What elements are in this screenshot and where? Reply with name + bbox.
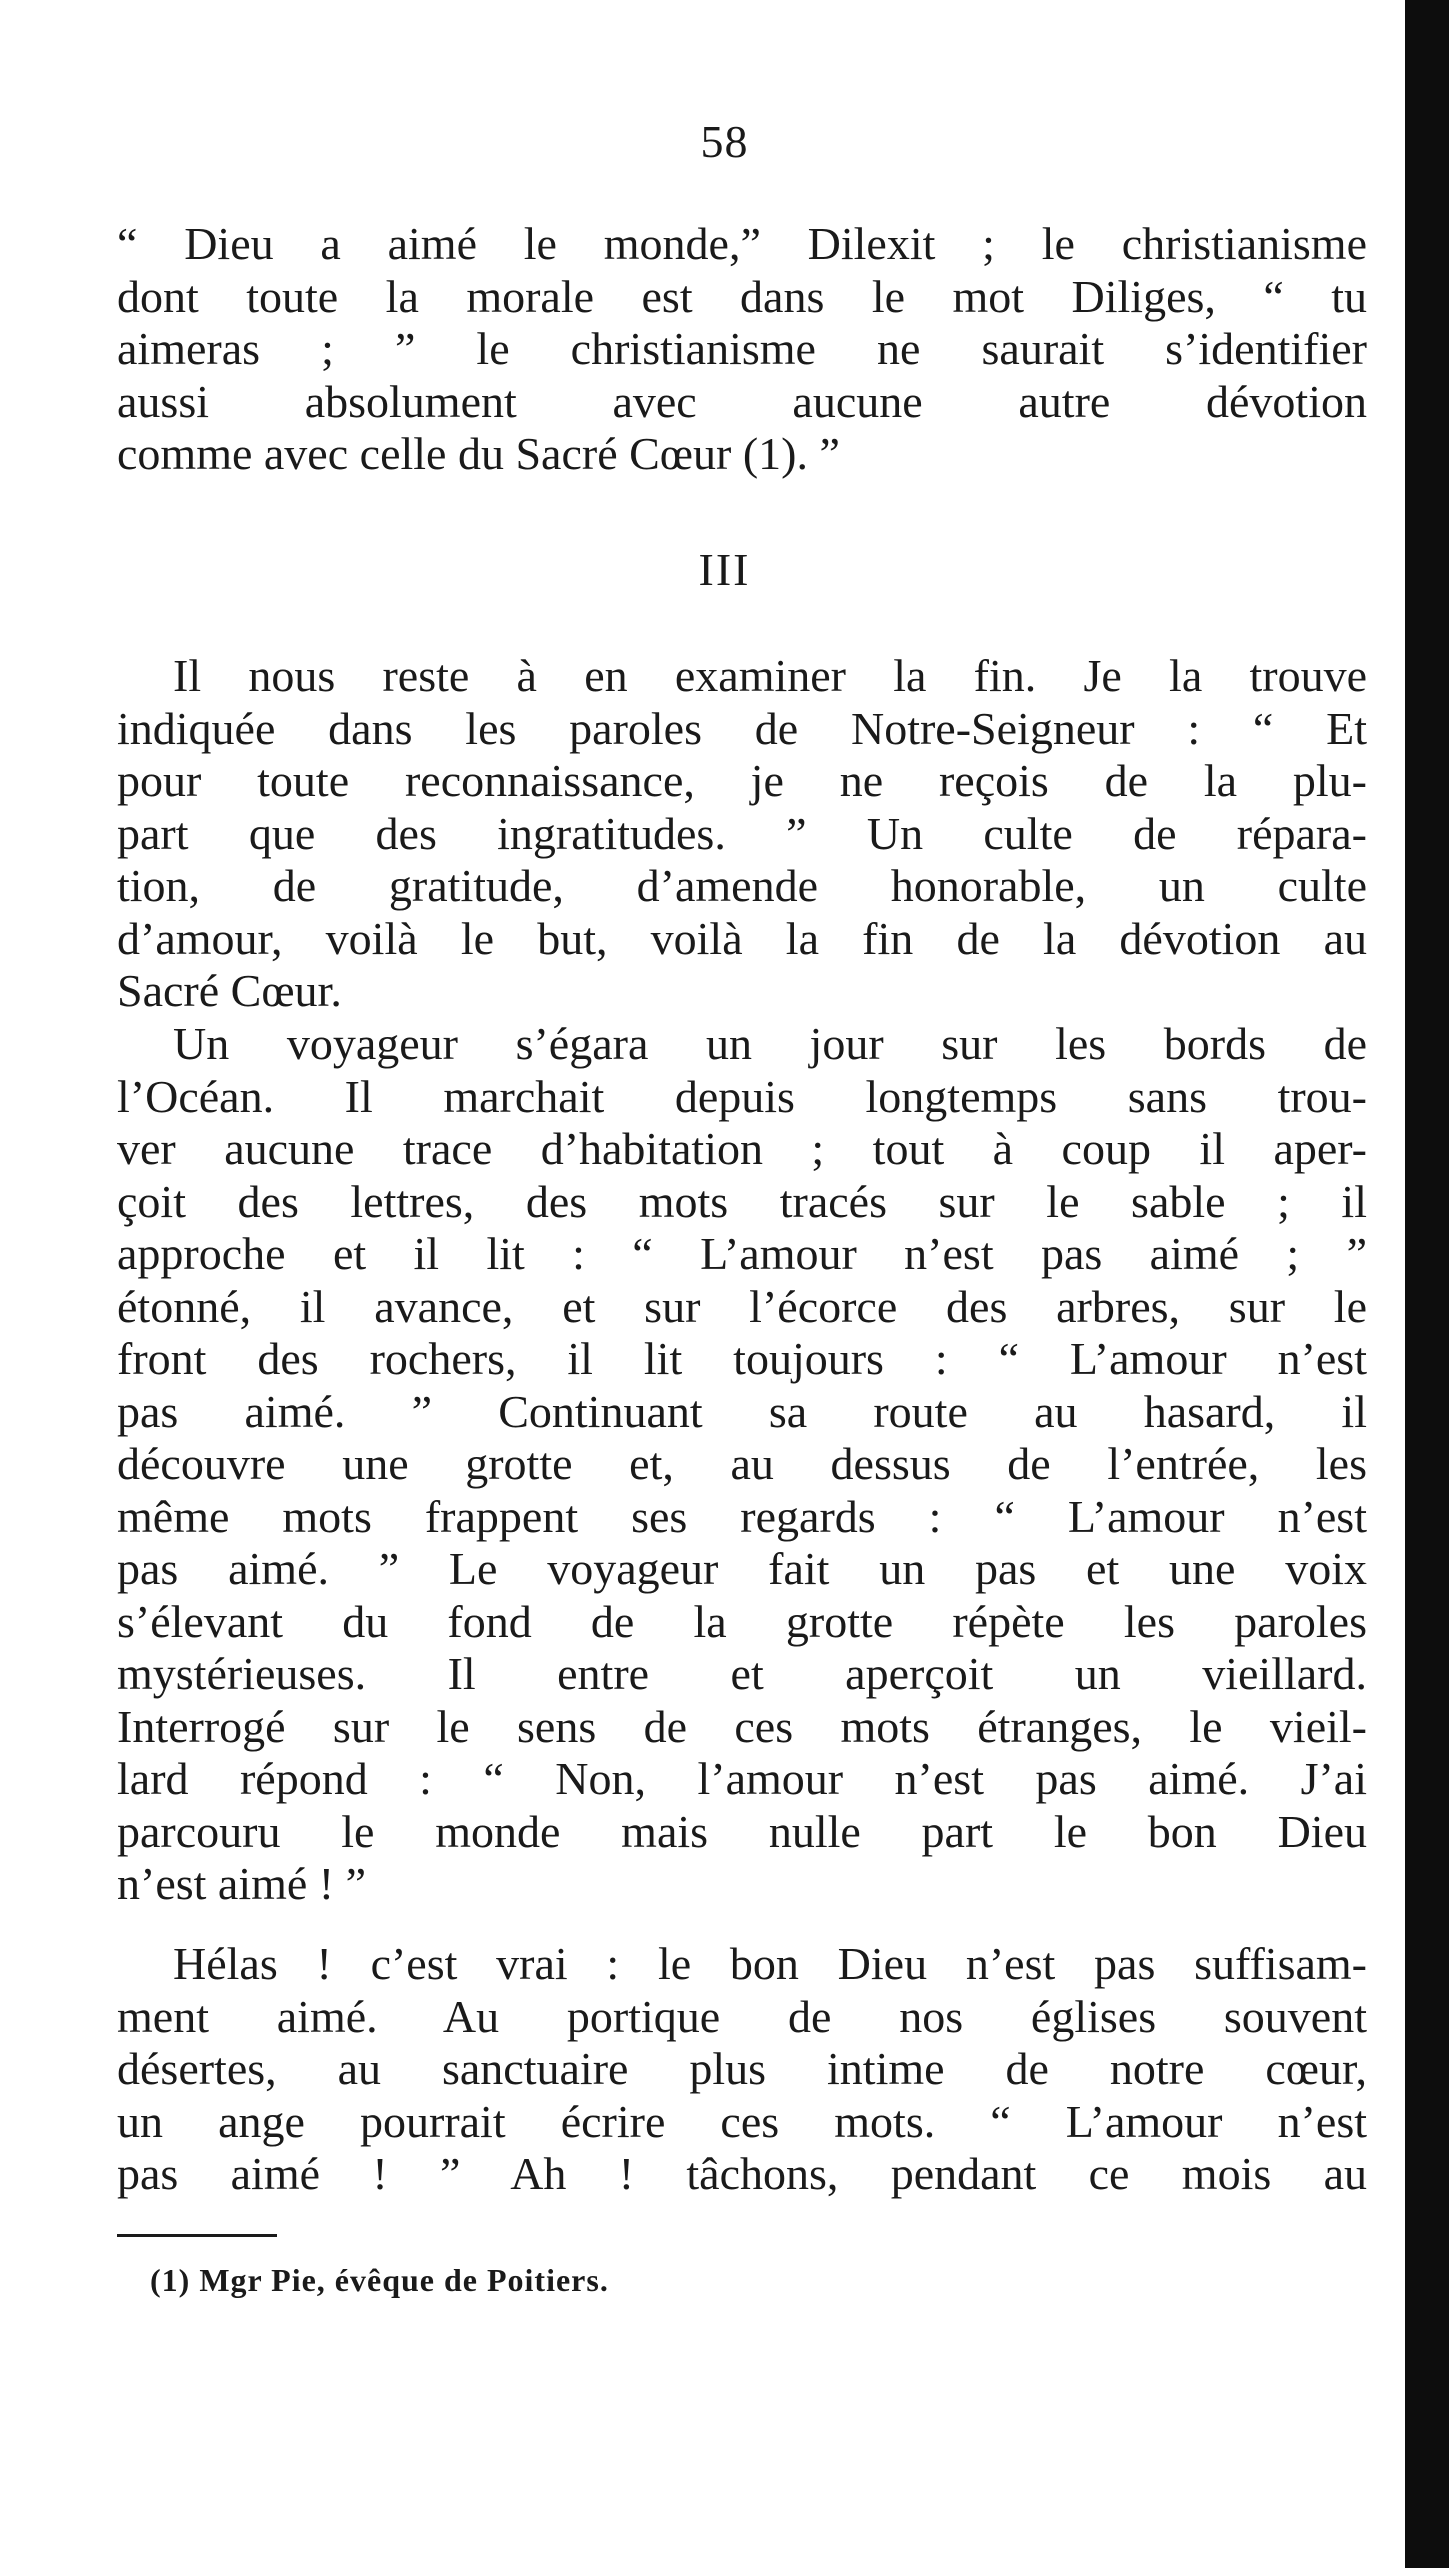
paragraph-helas xyxy=(117,1938,1367,2201)
text-line: front des rochers, il lit toujours : “ L’amour n’est xyxy=(117,1333,1367,1384)
text-line: parcouru le monde mais nulle part le bon Dieu xyxy=(117,1805,1367,1857)
paragraph-fin xyxy=(117,650,1367,1018)
text-line: tion, de gratitude, d’amende honorable, un culte xyxy=(117,860,1367,911)
text-line: un ange pourrait écrire ces mots. “ L’amour n’est xyxy=(117,2095,1367,2147)
footnote-divider xyxy=(117,2234,277,2237)
text-line: Un voyageur s’égara un jour sur les bords de xyxy=(173,1018,1367,1069)
text-line: pas aimé ! ” Ah ! tâchons, pendant ce mois au xyxy=(117,2148,1367,2199)
text-line: pour toute reconnaissance, je ne reçois de la plu- xyxy=(117,755,1367,806)
text-line: indiquée dans les paroles de Notre-Seigneur : “ Et xyxy=(117,702,1367,754)
text-line: aimeras ; ” le christianisme ne saurait s’identifier xyxy=(117,323,1367,374)
paragraph-voyageur xyxy=(117,1018,1367,1911)
text-line: n’est aimé ! ” xyxy=(117,1858,367,1909)
text-line: Il nous reste à en examiner la fin. Je la trouve xyxy=(173,650,1367,701)
text-line: çoit des lettres, des mots tracés sur le sable ; il xyxy=(117,1175,1367,1227)
text-line: pas aimé. ” Le voyageur fait un pas et une voix xyxy=(117,1543,1367,1594)
text-line: s’élevant du fond de la grotte répète les paroles xyxy=(117,1595,1367,1647)
section-heading: III xyxy=(698,544,751,595)
text-line: comme avec celle du Sacré Cœur (1). ” xyxy=(117,428,840,479)
text-line: ment aimé. Au portique de nos églises souvent xyxy=(117,1990,1367,2042)
text-line: l’Océan. Il marchait depuis longtemps sans trou- xyxy=(117,1070,1367,1122)
text-line: dont toute la morale est dans le mot Diliges, “ tu xyxy=(117,270,1367,322)
text-line: approche et il lit : “ L’amour n’est pas aimé ; ” xyxy=(117,1228,1367,1279)
text-line: désertes, au sanctuaire plus intime de notre cœur, xyxy=(117,2043,1367,2094)
page-number: 58 xyxy=(700,116,749,167)
text-line: Hélas ! c’est vrai : le bon Dieu n’est pas suffisam- xyxy=(173,1938,1367,1989)
text-line: découvre une grotte et, au dessus de l’entrée, les xyxy=(117,1438,1367,1489)
text-line: Sacré Cœur. xyxy=(117,965,342,1016)
text-line: aussi absolument avec aucune autre dévotion xyxy=(117,375,1367,427)
text-line: d’amour, voilà le but, voilà la fin de la dévotion au xyxy=(117,912,1367,964)
page-binding-edge xyxy=(1405,0,1449,2568)
text-line: même mots frappent ses regards : “ L’amour n’est xyxy=(117,1490,1367,1542)
footnote: (1) Mgr Pie, évêque de Poitiers. xyxy=(150,2262,609,2298)
text-line: lard répond : “ Non, l’amour n’est pas aimé. J’ai xyxy=(117,1753,1367,1804)
text-line: Interrogé sur le sens de ces mots étranges, le vieil- xyxy=(117,1700,1367,1752)
text-line: étonné, il avance, et sur l’écorce des arbres, sur le xyxy=(117,1280,1367,1332)
text-line: part que des ingratitudes. ” Un culte de répara- xyxy=(117,807,1367,859)
text-line: ver aucune trace d’habitation ; tout à coup il aper- xyxy=(117,1123,1367,1174)
intro-quote-paragraph xyxy=(117,218,1367,481)
text-line: pas aimé. ” Continuant sa route au hasard, il xyxy=(117,1385,1367,1437)
text-line: “ Dieu a aimé le monde,” Dilexit ; le christianisme xyxy=(117,218,1367,269)
text-line: mystérieuses. Il entre et aperçoit un vieillard. xyxy=(117,1648,1367,1699)
